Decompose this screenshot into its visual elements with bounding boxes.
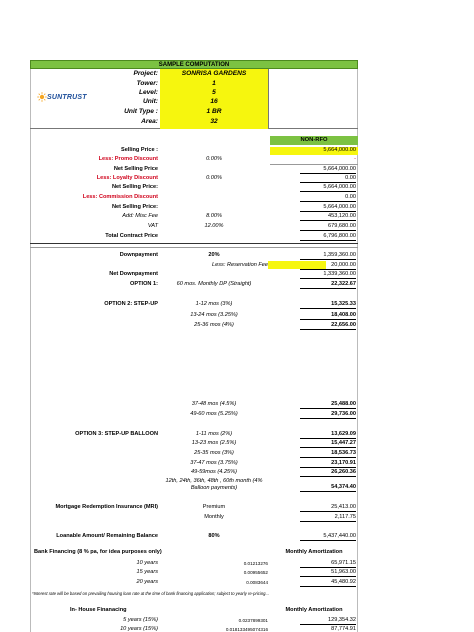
bank-factor: 0.01213276 — [243, 561, 268, 566]
net-downpayment-value: 1,339,360.00 — [300, 272, 356, 279]
vat-value: 679,680.00 — [300, 224, 356, 231]
tower-value: 1 — [212, 80, 216, 87]
option3-row-value: 15,447.27 — [300, 441, 356, 448]
option3-row-desc: 37-47 mos (3.75%) — [190, 460, 238, 466]
loyalty-discount-pct: 0.00% — [206, 175, 222, 181]
unit-value: 16 — [210, 98, 218, 105]
option3-label: OPTION 3: STEP-UP BALLOON — [75, 431, 158, 437]
project-label: Project: — [133, 70, 158, 77]
sheet-frame — [30, 60, 358, 632]
inhouse-amortization-header: Monthly Amortization — [285, 607, 343, 613]
net-selling-price-2-value: 5,664,000.00 — [300, 185, 356, 192]
option1-value: 22,322.67 — [300, 282, 356, 289]
option2-row-value: 25,488.00 — [300, 402, 356, 409]
option2-row-value: 18,408.00 — [300, 313, 356, 320]
loanable-pct: 80% — [208, 533, 220, 539]
option3-row-value: 13,629.09 — [300, 432, 356, 439]
inhouse-amortization-value: 87,774.91 — [300, 627, 356, 632]
unit-type-value: 1 BR — [206, 108, 222, 115]
project-box-divider — [268, 69, 269, 129]
balloon-desc: 12th, 24th, 36th, 48th , 60th month (4% — [165, 478, 263, 484]
section-divider — [30, 247, 358, 248]
level-value: 5 — [212, 89, 216, 96]
promo-discount-pct: 0.00% — [206, 156, 222, 162]
loyalty-discount-label: Less: Loyalty Discount — [96, 175, 158, 181]
bank-amortization-value: 45,480.92 — [300, 580, 356, 587]
downpayment-label: Downpayment — [119, 252, 158, 258]
downpayment-pct: 20% — [208, 252, 220, 258]
mri-label: Mortgage Redemption Insurance (MRI) — [55, 504, 158, 510]
option2-label: OPTION 2: STEP-UP — [104, 301, 158, 307]
bank-amortization-value: 51,963.00 — [300, 570, 356, 577]
misc-fee-pct: 8.00% — [206, 213, 222, 219]
mri-monthly-label: Monthly — [204, 514, 224, 520]
option2-row-value: 29,736.00 — [300, 412, 356, 419]
project-value: SONRISA GARDENS — [181, 70, 247, 77]
option3-row-desc: 13-23 mos (2.5%) — [191, 440, 237, 446]
net-selling-price-label: Net Selling Price — [113, 166, 158, 172]
option3-row-value: 18,536.73 — [300, 451, 356, 458]
mri-premium-label: Premium — [202, 504, 226, 510]
inhouse-term: 10 years (15%) — [120, 626, 158, 632]
mri-monthly-value: 2,117.75 — [300, 515, 356, 522]
inhouse-amortization-value: 129,354.32 — [300, 618, 356, 625]
section-divider — [30, 243, 358, 244]
net-selling-price-3-value: 5,664,000.00 — [300, 205, 356, 212]
option1-desc: 60 mos. Monthly DP (Straight) — [176, 281, 252, 287]
sun-icon — [37, 92, 47, 102]
net-downpayment-label: Net Downpayment — [109, 271, 158, 277]
non-rfo-column-header: NON-RFO — [270, 136, 358, 145]
downpayment-value: 1,359,360.00 — [300, 253, 356, 260]
total-contract-price-label: Total Contract Price — [105, 233, 158, 239]
area-label: Area: — [141, 118, 158, 125]
bank-term: 15 years — [136, 569, 158, 575]
inhouse-factor: 0.018133495074316 — [225, 627, 268, 632]
option3-row-value: 26,260.36 — [300, 470, 356, 477]
selling-price-value: 5,664,000.00 — [323, 147, 356, 153]
option3-row-desc: 49-59mos (4.25%) — [190, 469, 237, 475]
option2-row-desc: 1-12 mos (3%) — [195, 301, 233, 307]
bank-factor: 0.00955652 — [243, 570, 268, 575]
vat-label: VAT — [147, 223, 158, 229]
vat-pct: 12.00% — [204, 223, 224, 229]
option2-row-desc: 49-60 mos (5.25%) — [190, 411, 238, 417]
inhouse-factor: 0.0237899301 — [238, 618, 268, 623]
net-selling-price-value: 5,664,000.00 — [300, 167, 356, 174]
option2-row-desc: 37-48 mos (4.5%) — [191, 401, 237, 407]
company-logo: SUNTRUST — [47, 94, 87, 101]
inhouse-financing-label: In- House Finanacing — [70, 607, 127, 613]
balloon-desc-2: Balloon payments) — [190, 485, 238, 491]
bank-term: 10 years — [136, 560, 158, 566]
option3-row-value: 23,170.91 — [300, 461, 356, 468]
bank-amortization-header: Monthly Amortization — [285, 549, 343, 555]
commission-discount-label: Less: Commission Discount — [82, 194, 158, 200]
selling-price-label: Selling Price : — [121, 147, 158, 153]
promo-discount-value: - — [354, 156, 356, 162]
option3-row-desc: 1-11 mos (2%) — [195, 431, 233, 437]
unit-label: Unit: — [142, 98, 158, 105]
option1-label: OPTION 1: — [130, 281, 158, 287]
bank-factor: 0.0083644 — [246, 580, 268, 585]
reservation-fee-value: 20,000.00 — [300, 263, 356, 270]
misc-fee-value: 453,120.00 — [300, 214, 356, 221]
sheet-title: SAMPLE COMPUTATION — [30, 60, 358, 69]
balloon-value: 54,374.40 — [300, 485, 356, 492]
bank-financing-label: Bank Financing (8 % pa, for idea purposes only) — [34, 549, 162, 555]
interest-rate-note: *Interest rate will be based on prevailing housing loan rate at the time of bank financing application; subject to yearly re-pricing... — [32, 591, 269, 596]
option2-row-desc: 13-24 mos (3.25%) — [190, 312, 238, 318]
level-label: Level: — [138, 89, 158, 96]
inhouse-term: 5 years (15%) — [123, 617, 158, 623]
option3-row-desc: 25-35 mos (3%) — [194, 450, 234, 456]
tower-label: Tower: — [136, 80, 158, 87]
net-selling-price-2-label: Net Selling Price: — [111, 184, 158, 190]
option2-row-desc: 25-36 mos (4%) — [194, 322, 234, 328]
row-divider — [270, 164, 358, 165]
bank-term: 20 years — [136, 579, 158, 585]
misc-fee-label: Add: Misc Fee — [122, 213, 158, 219]
mri-premium-value: 25,413.00 — [300, 505, 356, 512]
unit-type-label: Unit Type : — [124, 108, 158, 115]
area-value: 32 — [210, 118, 218, 125]
total-contract-price-value: 6,796,800.00 — [300, 234, 356, 241]
loyalty-discount-value: 0.00 — [300, 176, 356, 183]
loanable-label: Loanable Amount/ Remaining Balance — [56, 533, 158, 539]
loanable-value: 5,437,440.00 — [300, 534, 356, 541]
commission-discount-value: 0.00 — [300, 195, 356, 202]
promo-discount-label: Less: Promo Discount — [98, 156, 158, 162]
option2-row-value: 22,656.00 — [300, 323, 356, 330]
bank-amortization-value: 65,971.15 — [300, 561, 356, 568]
reservation-fee-label: Less: Reservation Fee — [212, 262, 268, 268]
option2-row-value: 15,325.33 — [300, 302, 356, 309]
net-selling-price-3-label: Net Selling Price: — [111, 204, 158, 210]
